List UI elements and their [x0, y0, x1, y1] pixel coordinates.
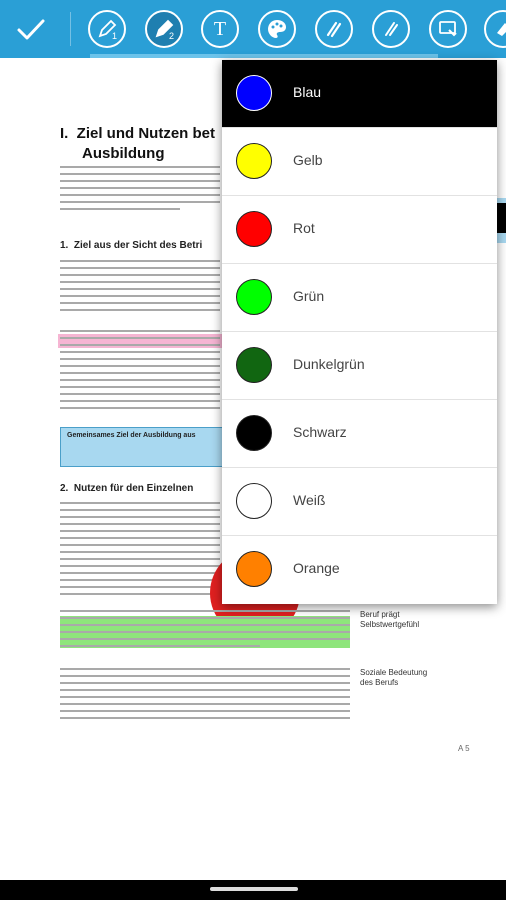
color-option-gelb[interactable]	[222, 128, 497, 196]
marker-icon[interactable]	[372, 10, 410, 48]
paragraph-2	[60, 260, 220, 316]
annotation-toolbar	[0, 0, 506, 58]
home-gesture-handle[interactable]	[210, 887, 298, 891]
text-glyph: T	[213, 17, 227, 40]
paragraph-4	[60, 502, 220, 600]
highlighter-icon[interactable]	[315, 10, 353, 48]
pen-1-icon[interactable]	[88, 10, 126, 48]
pen-2-icon[interactable]	[145, 10, 183, 48]
paragraph-1	[60, 166, 220, 215]
color-option-orange[interactable]	[222, 536, 497, 604]
toolbar-divider	[70, 12, 71, 46]
color-label: Blau	[293, 84, 322, 100]
color-label: Gelb	[293, 152, 323, 168]
color-label: Schwarz	[293, 424, 347, 440]
pen-2-subscript: 2	[169, 31, 175, 41]
screen-draw-icon[interactable]	[429, 10, 467, 48]
color-option-blau[interactable]	[222, 60, 497, 128]
pen-1-subscript: 1	[112, 31, 118, 41]
color-swatch	[236, 347, 272, 383]
right-edge-black-mark	[497, 203, 506, 233]
color-swatch	[236, 415, 272, 451]
color-label: Dunkelgrün	[293, 356, 365, 372]
color-swatch	[236, 279, 272, 315]
check-icon[interactable]	[14, 12, 48, 46]
side-note-2: Soziale Bedeutung des Berufs	[360, 668, 428, 687]
info-box	[60, 427, 225, 467]
color-swatch	[236, 75, 272, 111]
color-dropdown-menu	[222, 60, 497, 604]
color-swatch	[236, 483, 272, 519]
color-option-weiß[interactable]	[222, 468, 497, 536]
document-heading: I. Ziel und Nutzen bet Ausbildung	[60, 125, 215, 162]
color-option-dunkelgrün[interactable]	[222, 332, 497, 400]
paragraph-6	[60, 668, 350, 724]
color-swatch	[236, 143, 272, 179]
color-label: Orange	[293, 560, 340, 576]
color-option-rot[interactable]	[222, 196, 497, 264]
color-label: Grün	[293, 288, 325, 304]
color-swatch	[236, 551, 272, 587]
color-label: Weiß	[293, 492, 326, 508]
eraser-icon[interactable]	[484, 10, 506, 48]
side-note-1: Beruf prägt Selbstwertgefühl	[360, 610, 420, 629]
paragraph-5	[60, 610, 350, 652]
color-option-grün[interactable]	[222, 264, 497, 332]
section-heading-2: 2. Nutzen für den Einzelnen	[60, 483, 194, 494]
color-option-schwarz[interactable]	[222, 400, 497, 468]
section-heading-1: 1. Ziel aus der Sicht des Betri	[60, 240, 203, 251]
text-icon[interactable]	[201, 10, 239, 48]
palette-icon[interactable]	[258, 10, 296, 48]
paragraph-3	[60, 330, 220, 414]
color-swatch	[236, 211, 272, 247]
info-box-text: Gemeinsames Ziel der Ausbildung aus	[67, 432, 196, 439]
color-label: Rot	[293, 220, 315, 236]
page-number: A 5	[458, 744, 470, 753]
